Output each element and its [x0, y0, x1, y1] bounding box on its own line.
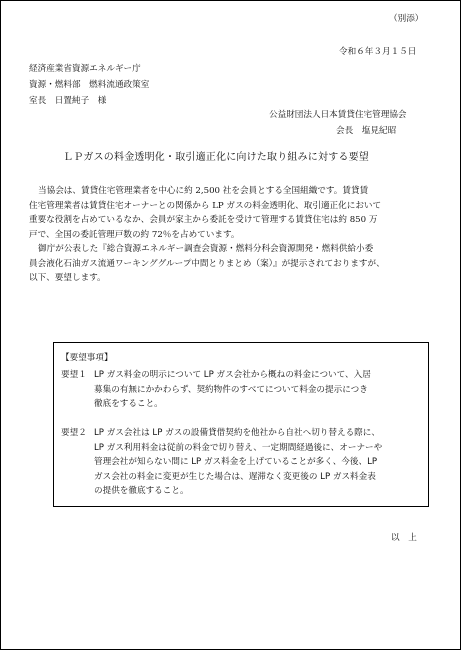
recipient-name: 室長 日置純子 様 [29, 96, 107, 106]
paragraph-line: 員会液化石油ガス流通ワーキンググループ中間とりまとめ（案）』が提示されておりますが、 [29, 258, 385, 269]
sender-organization: 公益財団法人日本賃貸住宅管理協会 [269, 110, 407, 120]
recipient-agency: 経済産業省資源エネルギー庁 [29, 64, 141, 74]
paragraph-line: 重要な役割を占めているなか、会員が家主から委託を受けて管理する賃貸住宅は約 850 万 [29, 215, 378, 226]
request-line: LP ガス利用料金は従前の料金で切り替え、一定期間経過後に、オーナーや [94, 442, 383, 453]
requests-heading: 【要望事項】 [61, 353, 113, 363]
request-line: 管理会社が知らない間に LP ガス料金を上げていることが多く、今後、LP [94, 457, 378, 467]
paragraph-line: 当協会は、賃貸住宅管理業者を中心に約 2,500 社を会員とする全国組織です。賃貸賃 [38, 186, 369, 196]
paragraph-line: 御庁が公表した『総合資源エネルギー調査会資源・燃料分科会資源開発・燃料供給小委 [38, 244, 374, 254]
request-text [94, 368, 371, 412]
request-line: LP ガス会社は LP ガスの設備貸借契約を他社から自社へ切り替える際に、 [94, 428, 380, 438]
paragraph-line: 戸で、全国の委託管理戸数の約 72％を占めています。 [29, 229, 240, 240]
paragraph-intro [29, 184, 434, 242]
requests-box [53, 342, 429, 507]
document-title: ＬＰガスの料金透明化・取引適正化に向けた取り組みに対する要望 [63, 152, 369, 163]
paragraph-line: 以下、要望します。 [29, 273, 106, 284]
paragraph-request-intro [29, 242, 434, 286]
recipient-division: 資源・燃料部 燃料流通政策室 [29, 80, 150, 90]
attachment-label: （別添） [389, 14, 424, 24]
sender-representative: 会長 塩見紀昭 [336, 126, 397, 136]
request-label: 要望１ [61, 370, 87, 380]
paragraph-line: 住宅管理業者は賃貸住宅オーナーとの関係から LP ガスの料金透明化、取引適正化において [29, 200, 382, 211]
request-line: の提供を徹底すること。 [94, 486, 189, 496]
request-label: 要望２ [61, 428, 87, 438]
request-line: 徹底をすること。 [94, 399, 163, 409]
document-date: 令和６年３月１５日 [339, 47, 417, 57]
request-line: 募集の有無にかかわらず、契約物件のすべてについて料金の提示につき [94, 384, 368, 395]
closing-mark: 以 上 [391, 533, 417, 543]
request-line: ガス会社の料金に変更が生じた場合は、遅滞なく変更後の LP ガス料金表 [94, 471, 376, 482]
request-text [94, 426, 382, 499]
request-line: LP ガス料金の明示について LP ガス会社から概ねの料金について、入居 [94, 370, 371, 380]
